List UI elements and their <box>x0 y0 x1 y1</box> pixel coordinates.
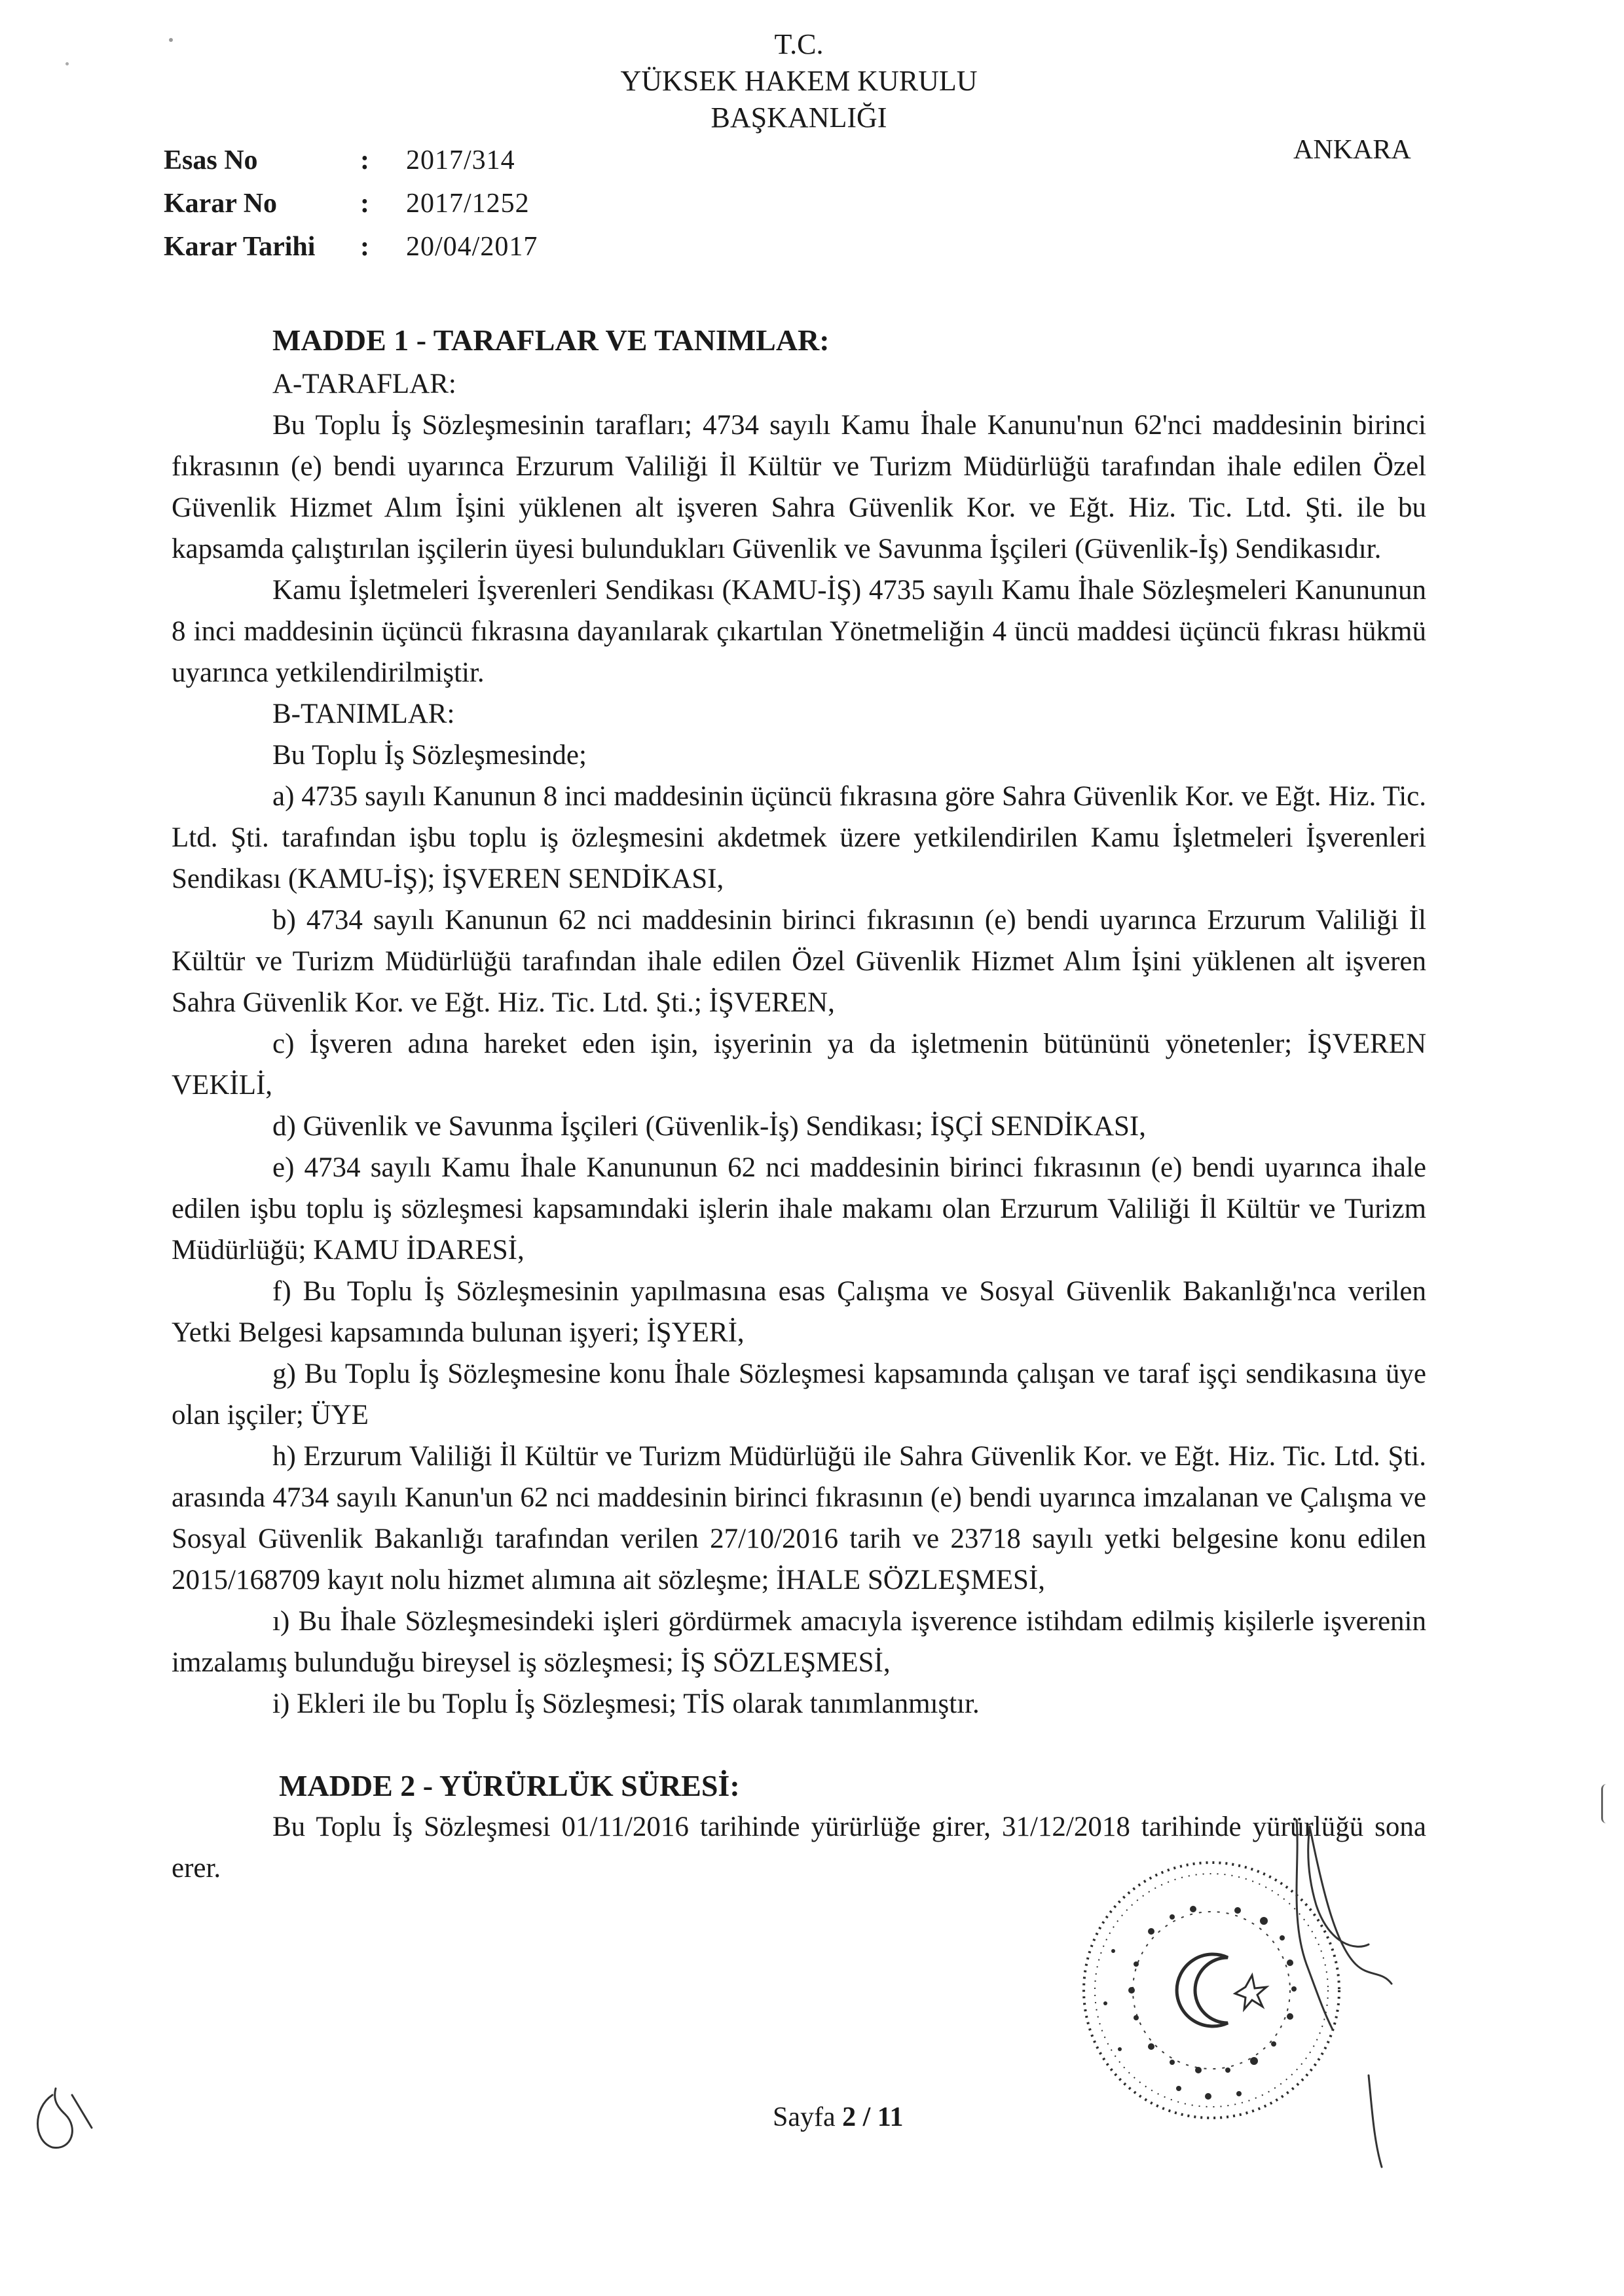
definition-g: g) Bu Toplu İş Sözleşmesine konu İhale Sözleşmesi kapsamında çalışan ve taraf işçi sendikasına üye olan işçiler; ÜYE <box>172 1358 1426 1430</box>
definition-b: b) 4734 sayılı Kanunun 62 nci maddesinin birinci fıkrasının (e) bendi uyarınca Erzurum Valiliği İl Kültür ve Turizm Müdürlüğü tarafından ihale edilen Özel Güvenlik Hizmet Alım İşini yüklenen alt işveren Sahra Güvenlik Kor. ve Eğt. Hiz. Tic. Ltd. Şti.; İŞVEREN, <box>172 905 1426 1018</box>
header-line-tc: T.C. <box>774 28 824 60</box>
definition-d: d) Güvenlik ve Savunma İşçileri (Güvenlik-İş) Sendikası; İŞÇİ SENDİKASI, <box>272 1111 1146 1142</box>
definition-a: a) 4735 sayılı Kanunun 8 inci maddesinin üçüncü fıkrasına göre Sahra Güvenlik Kor. ve Eğt. Hiz. Tic. Ltd. Şti. tarafından işbu toplu iş özleşmesini akdetmek üzere yetkilendirilen Kamu İşletmeleri İşverenleri Sendikası (KAMU-İŞ); İŞVEREN SENDİKASI, <box>172 781 1426 894</box>
header-line-institution: YÜKSEK HAKEM KURULU <box>620 65 978 97</box>
taraflar-paragraph-2: Kamu İşletmeleri İşverenleri Sendikası (KAMU-İŞ) 4735 sayılı Kamu İhale Sözleşmeleri Kanununun 8 inci maddesinin üçüncü fıkrasına dayanılarak çıkartılan Yönetmeliğin 4 üncü maddesi üçüncü fıkrası hükmü uyarınca yetkilendirilmiştir. <box>172 575 1426 688</box>
colon: : <box>360 232 369 262</box>
definition-i-dotless: ı) Bu İhale Sözleşmesindeki işleri gördürmek amacıyla işverence istihdam edilmiş kişilerle işverenin imzalamış bulunduğu bireysel iş sözleşmesi; İŞ SÖZLEŞMESİ, <box>172 1606 1426 1678</box>
madde1-heading: MADDE 1 - TARAFLAR VE TANIMLAR: <box>272 323 830 357</box>
madde2-paragraph: Bu Toplu İş Sözleşmesi 01/11/2016 tarihinde yürürlüğe girer, 31/12/2018 tarihinde yürürlüğü sona erer. <box>172 1812 1426 1884</box>
karar-row <box>164 182 538 225</box>
taraflar-subheading: A-TARAFLAR: <box>272 369 456 399</box>
scan-speck <box>169 38 173 42</box>
header-line-office: BAŞKANLIĞI <box>710 101 887 134</box>
tarih-value: 20/04/2017 <box>406 232 538 262</box>
esas-value: 2017/314 <box>406 145 515 175</box>
handwritten-initial <box>26 2069 105 2160</box>
definition-i: i) Ekleri ile bu Toplu İş Sözleşmesi; TİS olarak tanımlanmıştır. <box>272 1688 980 1719</box>
institution-header <box>550 26 1048 136</box>
colon: : <box>360 145 369 175</box>
scan-edge-mark <box>1601 1784 1612 1823</box>
page-number <box>773 2102 904 2133</box>
city-label: ANKARA <box>1293 135 1411 165</box>
taraflar-paragraph-1: Bu Toplu İş Sözleşmesinin tarafları; 4734 sayılı Kamu İhale Kanunu'nun 62'nci maddesinin birinci fıkrasının (e) bendi uyarınca Erzurum Valiliği İl Kültür ve Turizm Müdürlüğü tarafından ihale edilen Özel Güvenlik Hizmet Alım İşini yüklenen alt işveren Sahra Güvenlik Kor. ve Eğt. Hiz. Tic. Ltd. Şti. ile bu kapsamda çalıştırılan işçilerin üyesi bulundukları Güvenlik ve Savunma İşçileri (Güvenlik-İş) Sendikasıdır. <box>172 410 1426 564</box>
case-meta <box>164 139 538 268</box>
scan-speck <box>65 62 69 65</box>
page-label: Sayfa <box>773 2102 836 2132</box>
karar-value: 2017/1252 <box>406 189 530 219</box>
definition-f: f) Bu Toplu İş Sözleşmesinin yapılmasına esas Çalışma ve Sosyal Güvenlik Bakanlığı'nca verilen Yetki Belgesi kapsamında bulunan işyeri; İŞYERİ, <box>172 1276 1426 1348</box>
tanimlar-subheading: B-TANIMLAR: <box>272 699 455 729</box>
tarih-label: Karar Tarihi <box>164 232 316 262</box>
tarih-row <box>164 225 538 268</box>
esas-row <box>164 139 538 182</box>
definition-h: h) Erzurum Valiliği İl Kültür ve Turizm Müdürlüğü ile Sahra Güvenlik Kor. ve Eğt. Hiz. Tic. Ltd. Şti. arasında 4734 sayılı Kanun'un 62 nci maddesinin birinci fıkrasının (e) bendi uyarınca imzalanan ve Çalışma ve Sosyal Güvenlik Bakanlığı tarafından verilen 27/10/2016 tarih ve 23718 sayılı yetki belgesine konu edilen 2015/168709 kayıt nolu hizmet alımına ait sözleşme; İHALE SÖZLEŞMESİ, <box>172 1441 1426 1595</box>
madde2-heading: MADDE 2 - YÜRÜRLÜK SÜRESİ: <box>279 1769 740 1802</box>
definition-c: c) İşveren adına hareket eden işin, işyerinin ya da işletmenin bütününü yönetenler; İŞVEREN VEKİLİ, <box>172 1029 1426 1101</box>
tanimlar-intro: Bu Toplu İş Sözleşmesinde; <box>272 740 587 771</box>
karar-label: Karar No <box>164 189 278 219</box>
handwritten-tick <box>1356 2069 1395 2174</box>
colon: : <box>360 189 369 219</box>
definition-e: e) 4734 sayılı Kamu İhale Kanununun 62 nci maddesinin birinci fıkrasının (e) bendi uyarınca ihale edilen işbu toplu iş sözleşmesi kapsamındaki işlerin ihale makamı olan Erzurum Valiliği İl Kültür ve Turizm Müdürlüğü; KAMU İDARESİ, <box>172 1152 1426 1266</box>
document-body <box>172 319 1426 1889</box>
signature-mark <box>1270 1813 1401 2088</box>
page-count: 2 / 11 <box>842 2102 904 2132</box>
esas-label: Esas No <box>164 145 258 175</box>
